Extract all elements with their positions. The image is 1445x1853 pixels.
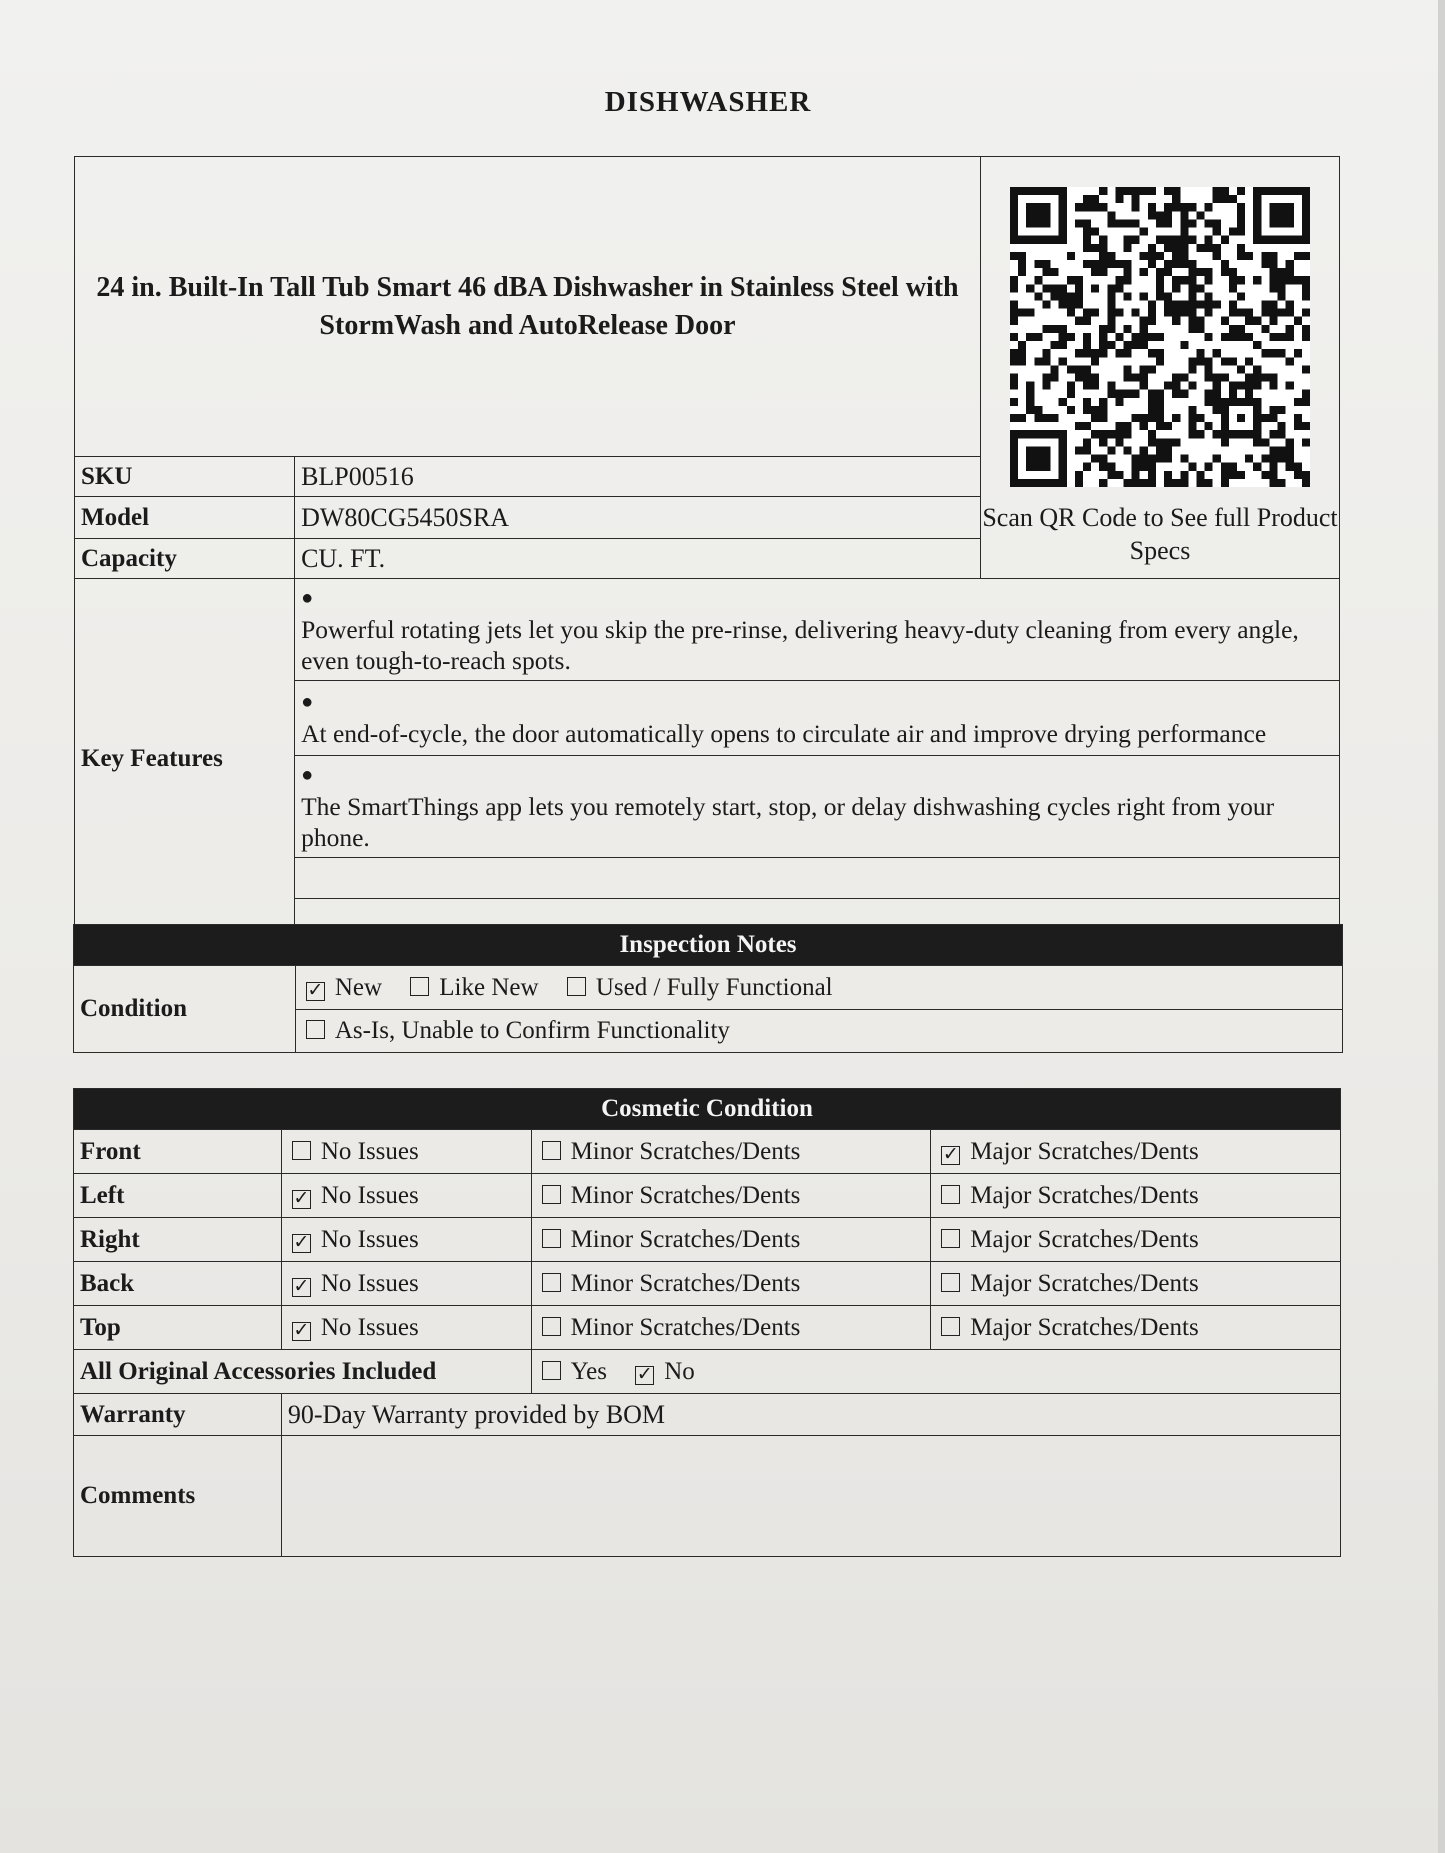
- cosmetic-row: [74, 1262, 1341, 1306]
- warranty-value: 90-Day Warranty provided by BOM: [281, 1394, 1340, 1436]
- unchecked-box-icon[interactable]: [941, 1273, 960, 1292]
- comments-field[interactable]: [281, 1436, 1340, 1557]
- cosmetic-option[interactable]: Major Scratches/Dents: [931, 1262, 1341, 1306]
- qr-cell: [980, 157, 1339, 579]
- unchecked-box-icon[interactable]: [941, 1229, 960, 1248]
- feature-item: ●Powerful rotating jets let you skip the pre-rinse, delivering heavy-duty cleaning from every angle, even tough-to-reach spots.: [295, 579, 1340, 681]
- checked-box-icon[interactable]: ✓: [636, 1363, 653, 1385]
- unchecked-box-icon[interactable]: [941, 1185, 960, 1204]
- feature-item: ●The SmartThings app lets you remotely start, stop, or delay dishwashing cycles right from your phone.: [295, 756, 1340, 858]
- product-name: 24 in. Built-In Tall Tub Smart 46 dBA Dishwasher in Stainless Steel with StormWash and AutoRelease Door: [75, 157, 981, 457]
- unchecked-box-icon[interactable]: [410, 977, 429, 996]
- cosmetic-row: [74, 1218, 1341, 1262]
- condition-options: [295, 1010, 1342, 1053]
- condition-option-used[interactable]: Used / Fully Functional: [567, 974, 833, 1001]
- cosmetic-option[interactable]: Minor Scratches/Dents: [531, 1306, 931, 1350]
- condition-options: [295, 966, 1342, 1010]
- cosmetic-option[interactable]: ✓ Major Scratches/Dents: [931, 1130, 1341, 1174]
- condition-option-new[interactable]: ✓ New: [307, 973, 383, 1001]
- model-value: DW80CG5450SRA: [295, 497, 981, 539]
- condition-option-as-is[interactable]: As-Is, Unable to Confirm Functionality: [306, 1017, 730, 1044]
- cosmetic-table: [73, 1088, 1341, 1557]
- unchecked-box-icon[interactable]: [542, 1185, 561, 1204]
- unchecked-box-icon[interactable]: [941, 1317, 960, 1336]
- condition-option-like-new[interactable]: Like New: [410, 974, 538, 1001]
- feature-empty-row: [295, 858, 1340, 899]
- capacity-value: CU. FT.: [295, 539, 981, 579]
- cosmetic-option[interactable]: ✓ No Issues: [281, 1306, 531, 1350]
- warranty-label: Warranty: [74, 1394, 282, 1436]
- unchecked-box-icon[interactable]: [567, 977, 586, 996]
- accessories-label: All Original Accessories Included: [74, 1350, 532, 1394]
- cosmetic-row: [74, 1130, 1341, 1174]
- bullet-icon: ●: [301, 764, 314, 786]
- checked-box-icon[interactable]: ✓: [293, 1231, 310, 1253]
- cosmetic-row-label: Back: [74, 1262, 282, 1306]
- accessories-option-yes[interactable]: Yes: [542, 1358, 607, 1385]
- cosmetic-option[interactable]: ✓ No Issues: [281, 1218, 531, 1262]
- sku-value: BLP00516: [295, 457, 981, 497]
- cosmetic-option[interactable]: Minor Scratches/Dents: [531, 1262, 931, 1306]
- unchecked-box-icon[interactable]: [542, 1317, 561, 1336]
- cosmetic-option[interactable]: Minor Scratches/Dents: [531, 1218, 931, 1262]
- sku-label: SKU: [75, 457, 295, 497]
- cosmetic-option[interactable]: Major Scratches/Dents: [931, 1174, 1341, 1218]
- cosmetic-option[interactable]: No Issues: [281, 1130, 531, 1174]
- accessories-options: [531, 1350, 1340, 1394]
- qr-caption: Scan QR Code to See full Product Specs: [982, 503, 1338, 565]
- checked-box-icon[interactable]: ✓: [293, 1319, 310, 1341]
- cosmetic-row: [74, 1306, 1341, 1350]
- condition-label: Condition: [74, 966, 296, 1053]
- checked-box-icon[interactable]: ✓: [307, 979, 324, 1001]
- unchecked-box-icon[interactable]: [542, 1229, 561, 1248]
- model-label: Model: [75, 497, 295, 539]
- cosmetic-option[interactable]: Major Scratches/Dents: [931, 1306, 1341, 1350]
- checked-box-icon[interactable]: ✓: [293, 1275, 310, 1297]
- cosmetic-option[interactable]: ✓ No Issues: [281, 1174, 531, 1218]
- unchecked-box-icon[interactable]: [306, 1020, 325, 1039]
- checked-box-icon[interactable]: ✓: [942, 1143, 959, 1165]
- document-title: DISHWASHER: [604, 86, 812, 118]
- accessories-option-no[interactable]: ✓ No: [636, 1357, 695, 1385]
- feature-item: ●At end-of-cycle, the door automatically opens to circulate air and improve drying performance: [295, 681, 1340, 756]
- cosmetic-header: Cosmetic Condition: [74, 1089, 1341, 1130]
- cosmetic-row-label: Left: [74, 1174, 282, 1218]
- unchecked-box-icon[interactable]: [292, 1141, 311, 1160]
- unchecked-box-icon[interactable]: [542, 1361, 561, 1380]
- unchecked-box-icon[interactable]: [542, 1141, 561, 1160]
- inspection-header: Inspection Notes: [74, 925, 1343, 966]
- product-table: [74, 156, 1340, 940]
- cosmetic-option[interactable]: Minor Scratches/Dents: [531, 1130, 931, 1174]
- bullet-icon: ●: [301, 691, 314, 713]
- qr-code-icon: [1010, 187, 1310, 487]
- cosmetic-option[interactable]: Major Scratches/Dents: [931, 1218, 1341, 1262]
- cosmetic-option[interactable]: ✓ No Issues: [281, 1262, 531, 1306]
- bullet-icon: ●: [301, 587, 314, 609]
- cosmetic-row-label: Top: [74, 1306, 282, 1350]
- inspection-table: [73, 924, 1343, 1053]
- cosmetic-row-label: Right: [74, 1218, 282, 1262]
- capacity-label: Capacity: [75, 539, 295, 579]
- unchecked-box-icon[interactable]: [542, 1273, 561, 1292]
- key-features-label: Key Features: [75, 579, 295, 940]
- cosmetic-option[interactable]: Minor Scratches/Dents: [531, 1174, 931, 1218]
- comments-label: Comments: [74, 1436, 282, 1557]
- cosmetic-row: [74, 1174, 1341, 1218]
- cosmetic-row-label: Front: [74, 1130, 282, 1174]
- checked-box-icon[interactable]: ✓: [293, 1187, 310, 1209]
